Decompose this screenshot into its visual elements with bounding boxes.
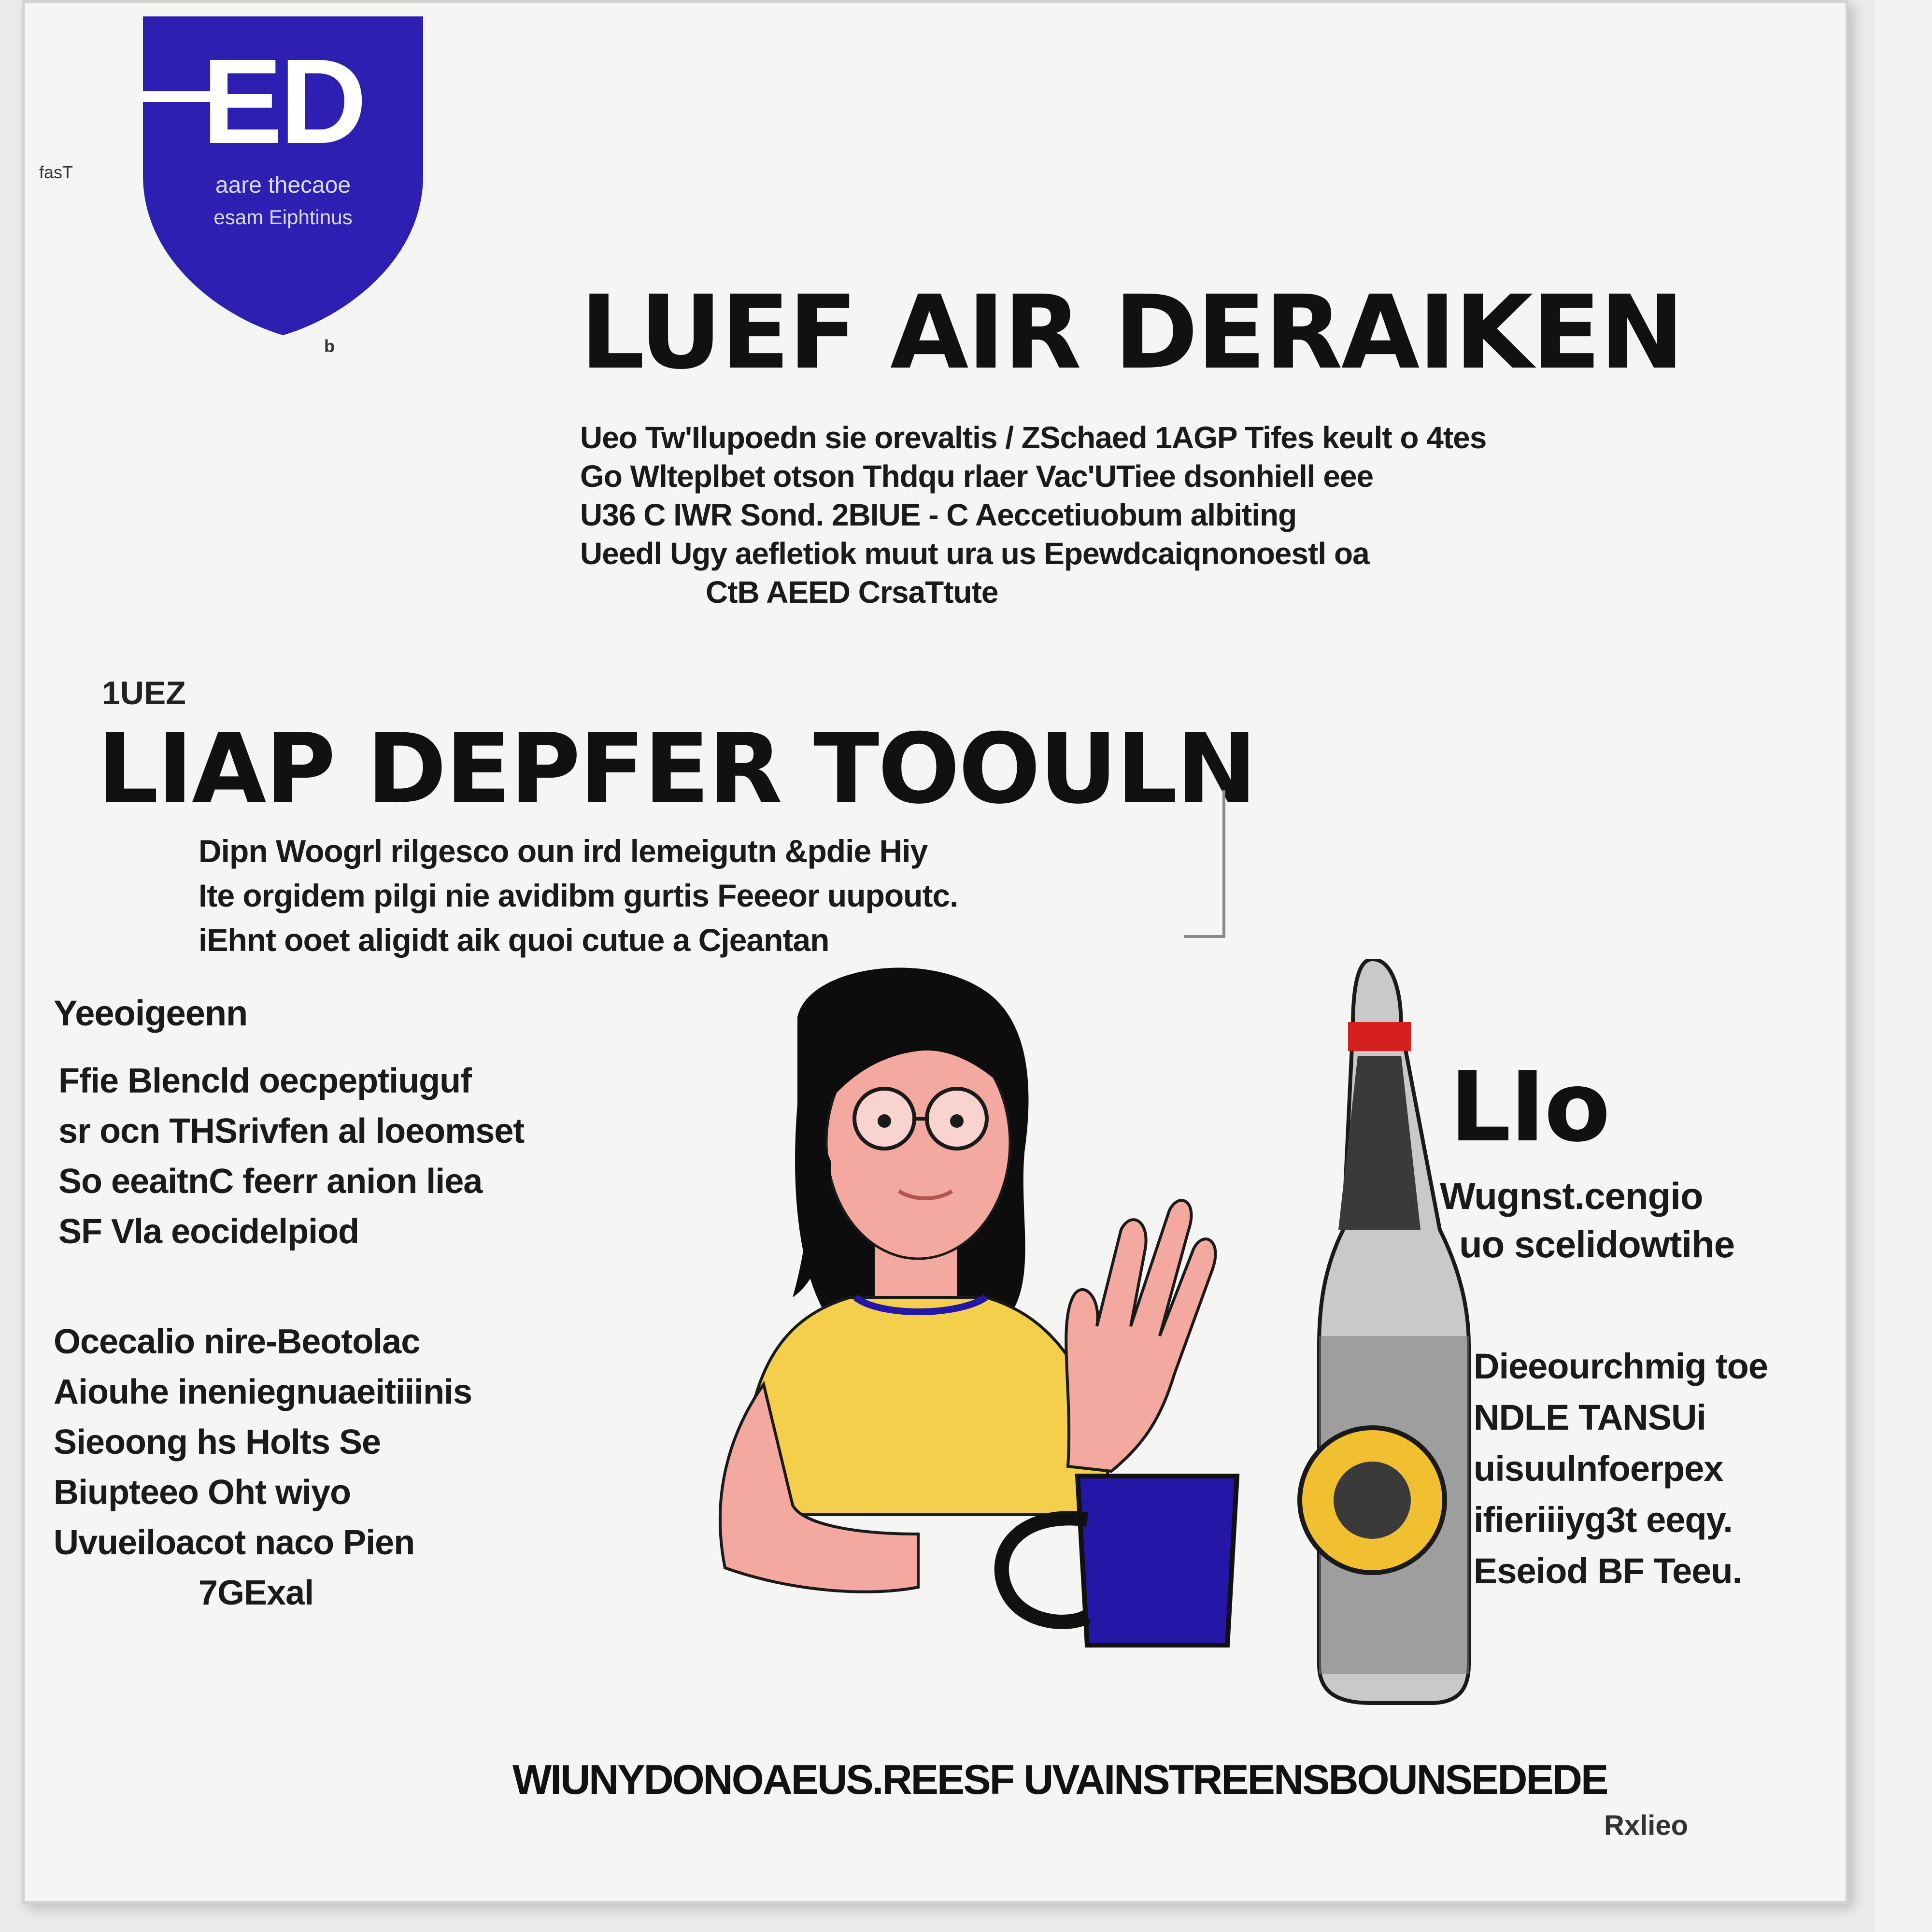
left-column-line: Aiouhe ineniegnuaeitiiinis [54,1373,472,1411]
left-column-heading: Yeeoigeenn [54,993,248,1033]
section1-line: Go Wlteplbet otson Thdqu rlaer Vac'UTiee dsonhiell eee [580,459,1374,494]
section1-line: U36 C IWR Sond. 2BIUE - C Aeccetiuobum albiting [580,497,1297,532]
document-page [22,0,1848,1904]
left-column-line: Biupteeo Oht wiyo [54,1473,351,1512]
footer-line: WIUNYDONOAEUS.REESF UVAINSTREENSBOUNSEDEDE [512,1757,1607,1803]
section1-line: CtB AEED CrsaTtute [706,575,998,610]
illustration-woman-with-mug-and-bottle [648,959,1565,1713]
logo-subtitle-1: aare thecaoe [215,172,351,198]
section1-line: Ueedl Ugy aefletiok muut ura us Epewdcaiqnonoestl oa [580,536,1369,571]
right-column-body [1474,1341,1768,1597]
section2-title: LIAP DEPFER TOOULN [97,713,1256,825]
right-column-line: ifieriiiyg3t eeqy. [1474,1500,1733,1540]
left-column-block2 [54,1317,472,1618]
section2-line: Ite orgidem pilgi nie avidibm gurtis Feeeor uupoutc. [199,878,958,913]
right-column-line: Dieeourchmig toe [1474,1346,1768,1386]
right-column-line: NDLE TANSUi [1474,1397,1706,1437]
section1-body [580,418,1486,611]
left-column-line: 7GExal [199,1574,314,1612]
right-column-line: Eseiod BF Teeu. [1474,1551,1742,1591]
left-column-line: Ffie Blencld oecpeptiuguf [58,1062,472,1100]
right-column-line: uisuulnfoerpex [1474,1449,1723,1489]
section2-body [199,829,958,962]
section2-line: Dipn Woogrl rilgesco oun ird lemeigutn &pdie Hiy [199,833,928,869]
left-column-line: SF Vla eocidelpiod [58,1212,359,1251]
right-column-heading: LIo [1449,1051,1609,1164]
logo-corner-mark: b [324,336,335,356]
footer-small-text: Rxlieo [1604,1810,1689,1841]
left-column-line: sr ocn THSrivfen al loeomset [58,1112,525,1151]
left-column-line: Sieoong hs Holts Se [54,1423,381,1462]
right-column-caption [1440,1172,1734,1268]
section1-title: LUEF AIR DERAIKEN [580,273,1683,392]
section2-kicker: 1UEZ [102,675,186,711]
logo-side-mark: fasT [39,162,73,182]
page-background-strip [1874,0,1932,1932]
section1-line: Ueo Tw'Ilupoedn sie orevaltis / ZSchaed 1AGP Tifes keult o 4tes [580,420,1487,455]
left-column-line: So eeaitnC feerr anion liea [58,1162,483,1201]
section2-frame [1184,790,1225,938]
left-column-line: Uvueiloacot naco Pien [54,1523,415,1562]
right-column-caption-line: Wugnst.cengio [1440,1175,1703,1217]
logo-monogram: ED [202,34,364,169]
left-column-line: Ocecalio nire-Beotolac [54,1322,420,1361]
logo-subtitle-2: esam Eiphtinus [213,206,353,228]
left-column-block1 [58,1056,524,1257]
section2-line: iEhnt ooet aligidt aik quoi cutue a Cjeantan [199,922,829,958]
right-column-caption-line: uo scelidowtihe [1459,1223,1735,1265]
